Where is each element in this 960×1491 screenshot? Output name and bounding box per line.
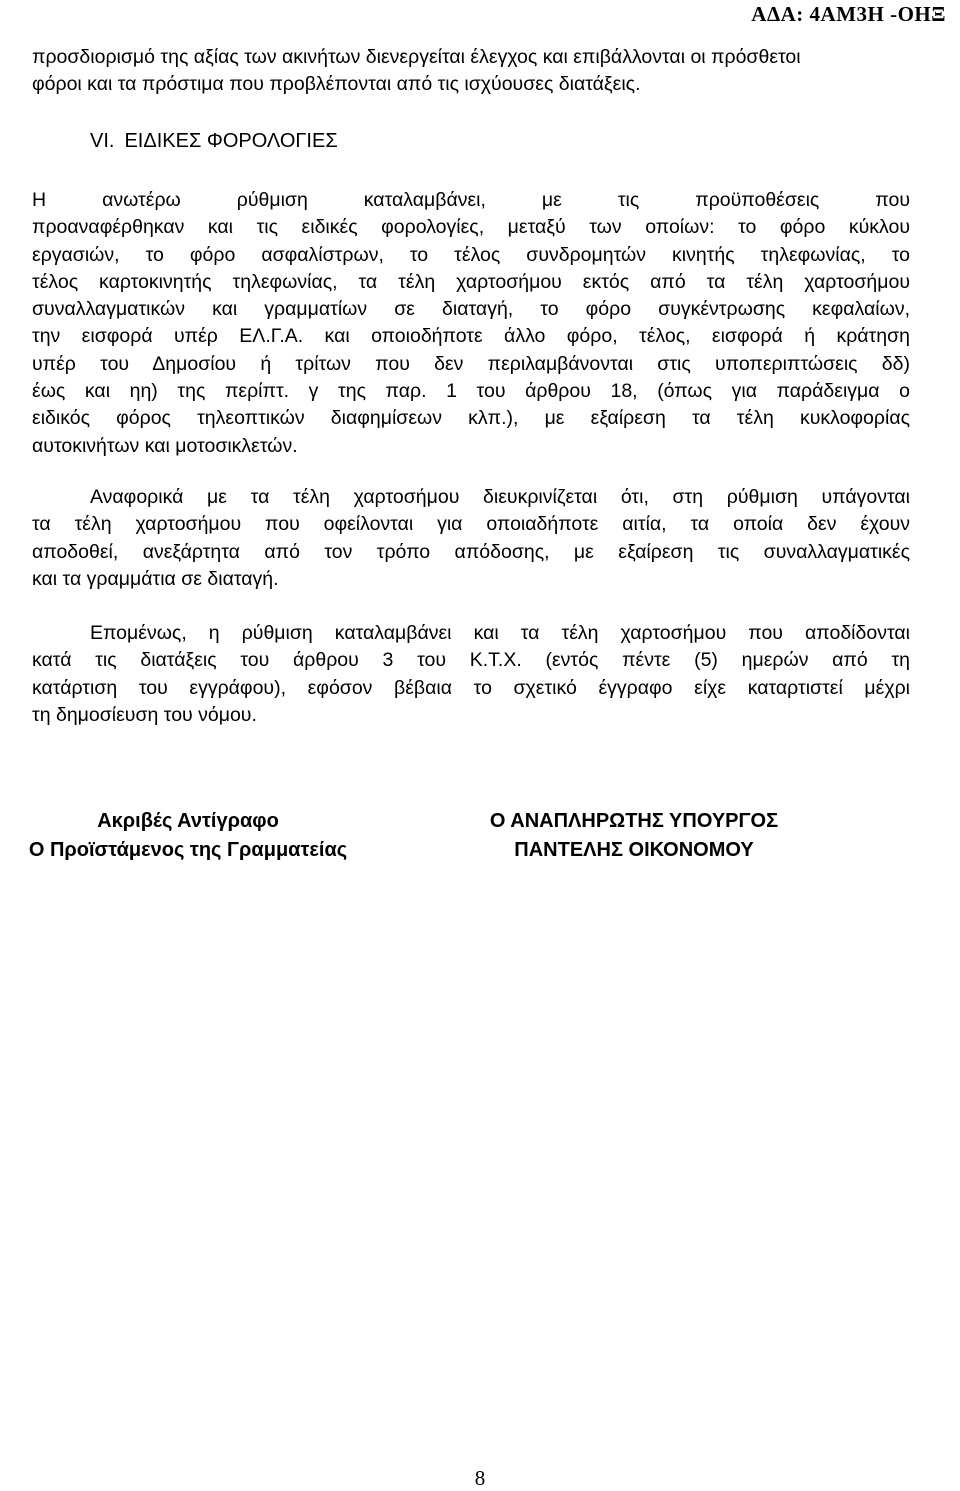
paragraph-line: τη δημοσίευση του νόμου. <box>32 703 257 726</box>
paragraph-line: την εισφορά υπέρ ΕΛ.Γ.Α. και οποιοδήποτε άλλο φόρο, τέλος, εισφορά ή κράτηση <box>32 325 910 348</box>
paragraph-line: και τα γραμμάτια σε διαταγή. <box>32 567 279 590</box>
page-number: 8 <box>474 1466 486 1490</box>
paragraph-stamp-duties <box>32 484 910 593</box>
signature-right-line1: Ο ΑΝΑΠΛΗΡΩΤΗΣ ΥΠΟΥΡΓΟΣ <box>489 810 779 832</box>
intro-paragraph <box>32 44 910 99</box>
signature-right-line2: ΠΑΝΤΕΛΗΣ ΟΙΚΟΝΟΜΟΥ <box>514 839 754 861</box>
paragraph-line: εργασιών, το φόρο ασφαλίστρων, το τέλος συνδρομητών κινητής τηλεφωνίας, το <box>32 243 910 266</box>
intro-line: φόροι και τα πρόστιμα που προβλέπονται από τις ισχύουσες διατάξεις. <box>32 73 641 96</box>
paragraph-line: προαναφέρθηκαν και τις ειδικές φορολογίες, μεταξύ των οποίων: το φόρο κύκλου <box>32 216 910 239</box>
paragraph-line: έως και ηη) της περίπτ. γ της παρ. 1 του άρθρου 18, (όπως για παράδειγμα ο <box>32 380 910 403</box>
signature-left-line1: Ακριβές Αντίγραφο <box>97 810 279 832</box>
ada-code: ΑΔΑ: 4ΑΜ3Η -ΟΗΞ <box>751 2 946 26</box>
intro-line: προσδιορισμό της αξίας των ακινήτων διενεργείται έλεγχος και επιβάλλονται οι πρόσθετοι <box>32 46 801 68</box>
paragraph-line: τέλος καρτοκινητής τηλεφωνίας, τα τέλη χαρτοσήμου εκτός από τα τέλη χαρτοσήμου <box>32 270 910 293</box>
paragraph-line: υπέρ του Δημοσίου ή τρίτων που δεν περιλαμβάνονται στις υποπεριπτώσεις δδ) <box>32 352 910 375</box>
section-title: ΕΙΔΙΚΕΣ ΦΟΡΟΛΟΓΙΕΣ <box>124 130 338 152</box>
signature-left <box>0 807 376 865</box>
paragraph-line: τα τέλη χαρτοσήμου που οφείλονται για οποιαδήποτε αιτία, τα οποία δεν έχουν <box>32 513 910 536</box>
paragraph-line: Αναφορικά με τα τέλη χαρτοσήμου διευκρινίζεται ότι, στη ρύθμιση υπάγονται <box>90 486 910 508</box>
section-number: VI. <box>90 130 115 152</box>
paragraph-line: Επομένως, η ρύθμιση καταλαμβάνει και τα τέλη χαρτοσήμου που αποδίδονται <box>90 622 910 644</box>
paragraph-line: Η ανωτέρω ρύθμιση καταλαμβάνει, με τις προϋποθέσεις που <box>32 189 910 211</box>
paragraph-line: συναλλαγματικών και γραμματίων σε διαταγή, το φόρο συγκέντρωσης κεφαλαίων, <box>32 298 910 321</box>
paragraph-line: αποδοθεί, ανεξάρτητα από τον τρόπο απόδοσης, με εξαίρεση τις συναλλαγματικές <box>32 540 910 563</box>
paragraph-consequently <box>32 620 910 729</box>
paragraph-special-taxes <box>32 187 910 460</box>
paragraph-line: αυτοκινήτων και μοτοσικλετών. <box>32 434 298 457</box>
paragraph-line: ειδικός φόρος τηλεοπτικών διαφημίσεων κλπ.), με εξαίρεση τα τέλη κυκλοφορίας <box>32 407 910 430</box>
signature-left-line2: Ο Προϊστάμενος της Γραμματείας <box>28 839 348 861</box>
paragraph-line: κατά τις διατάξεις του άρθρου 3 του Κ.Τ.Χ. (εντός πέντε (5) ημερών από τη <box>32 649 910 672</box>
signature-right <box>455 807 813 865</box>
section-heading <box>90 130 338 153</box>
paragraph-line: κατάρτιση του εγγράφου), εφόσον βέβαια το σχετικό έγγραφο είχε καταρτιστεί μέχρι <box>32 676 910 699</box>
